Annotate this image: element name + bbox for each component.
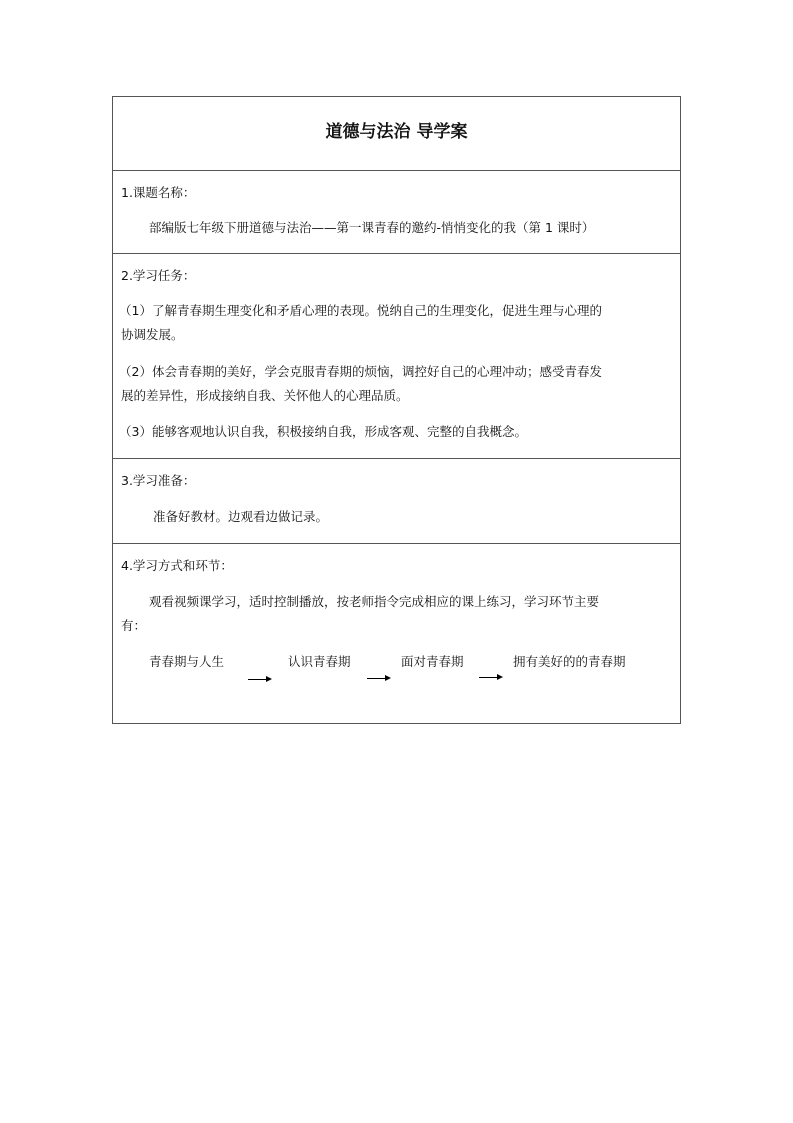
- step-1: 青春期与人生: [149, 654, 225, 669]
- task-1-line2: 协调发展。: [121, 327, 184, 342]
- arrow-icon: [248, 679, 270, 680]
- document-title: 道德与法治 导学案: [325, 122, 468, 142]
- method-line1: 观看视频课学习，适时控制播放，按老师指令完成相应的课上练习，学习环节主要: [149, 594, 600, 609]
- divider: [113, 458, 680, 459]
- step-2: 认识青春期: [288, 654, 351, 669]
- step-3: 面对青春期: [401, 654, 464, 669]
- guide-table: [112, 96, 681, 724]
- divider: [113, 253, 680, 254]
- method-line2: 有：: [121, 618, 147, 633]
- task-3: （3）能够客观地认识自我，积极接纳自我，形成客观、完整的自我概念。: [119, 424, 527, 439]
- arrow-icon: [367, 678, 389, 679]
- section4-heading: 4.学习方式和环节：: [121, 558, 233, 573]
- section2-heading: 2.学习任务：: [121, 268, 196, 283]
- task-1-line1: （1）了解青春期生理变化和矛盾心理的表现。悦纳自己的生理变化，促进生理与心理的: [119, 303, 602, 318]
- arrow-icon: [479, 677, 501, 678]
- step-4: 拥有美好的的青春期: [513, 654, 626, 669]
- task-2-line2: 展的差异性，形成接纳自我、关怀他人的心理品质。: [121, 388, 409, 403]
- divider: [113, 543, 680, 544]
- lesson-title: 部编版七年级下册道德与法治——第一课青春的邀约-悄悄变化的我（第 1 课时）: [149, 220, 595, 235]
- task-2-line1: （2）体会青春期的美好，学会克服青春期的烦恼，调控好自己的心理冲动；感受青春发: [119, 364, 602, 379]
- divider: [113, 170, 680, 171]
- section1-heading: 1.课题名称：: [121, 185, 196, 200]
- section3-heading: 3.学习准备：: [121, 473, 196, 488]
- preparation-text: 准备好教材。边观看边做记录。: [153, 509, 329, 524]
